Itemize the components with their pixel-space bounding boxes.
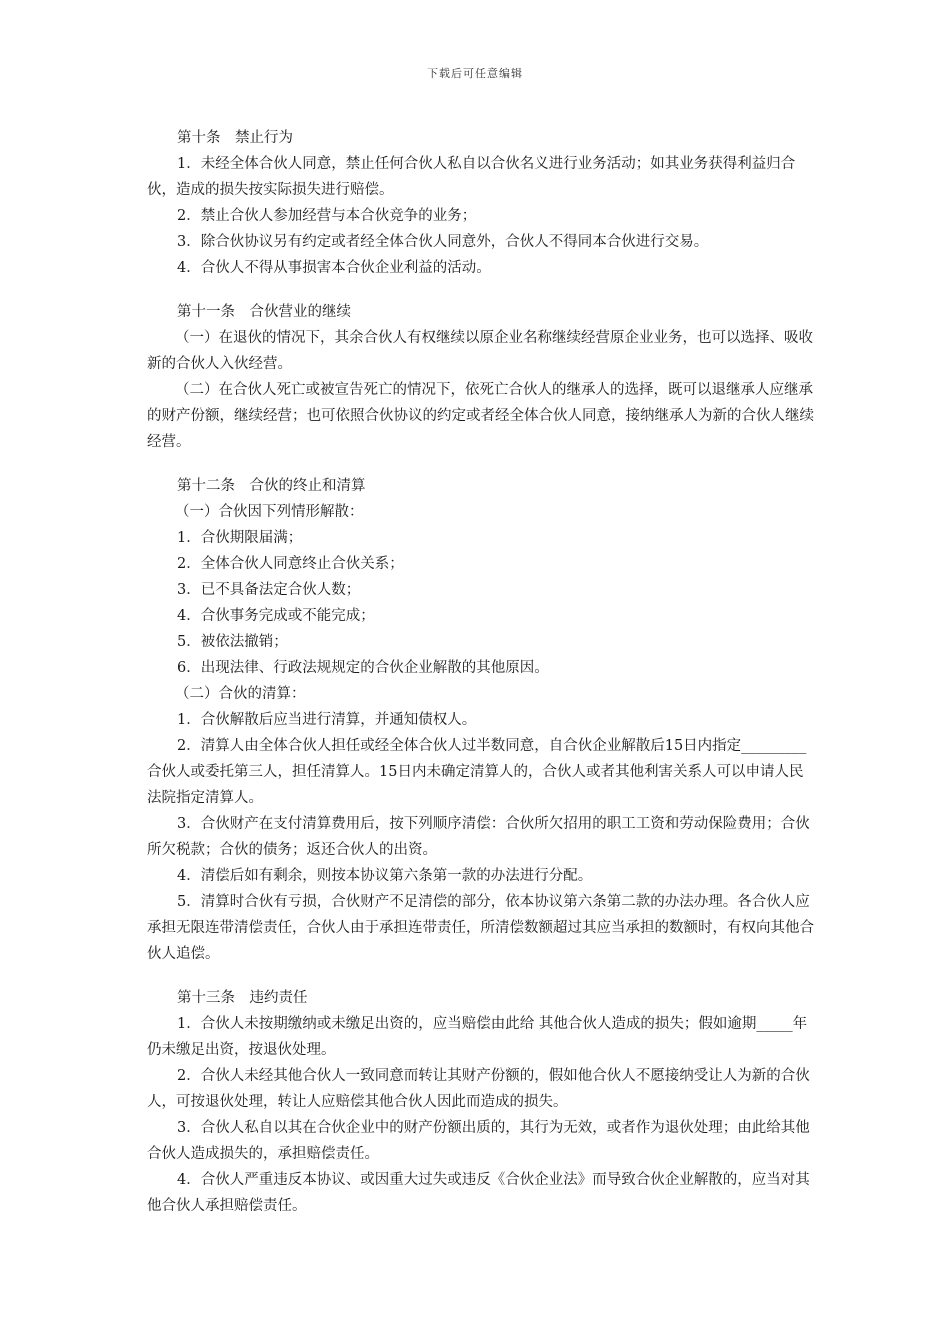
- clause-paragraph: 5．被依法撤销；: [177, 634, 288, 650]
- clause-paragraph: 1．合伙人未按期缴纳或未缴足出资的，应当赔偿由此给 其他合伙人造成的损失；假如逾期_____年仍未缴足出资，按退伙处理。: [147, 1016, 808, 1058]
- document-body: [147, 125, 815, 1219]
- section-spacer: [147, 281, 815, 299]
- clause-paragraph: 2．合伙人未经其他合伙人一致同意而转让其财产份额的，假如他合伙人不愿接纳受让人为新的合伙人，可按退伙处理，转让人应赔偿其他合伙人因此而造成的损失。: [147, 1068, 810, 1110]
- clause-paragraph: 3．合伙财产在支付清算费用后，按下列顺序清偿：合伙所欠招用的职工工资和劳动保险费用；合伙所欠税款；合伙的债务；返还合伙人的出资。: [147, 816, 810, 858]
- clause-paragraph: （一）合伙因下列情形解散：: [175, 504, 364, 520]
- clause-paragraph: 2．清算人由全体合伙人担任或经全体合伙人过半数同意，自合伙企业解散后15日内指定_________合伙人或委托第三人，担任清算人。15日内未确定清算人的，合伙人或者其他利害关系人可以申请人民法院指定清算人。: [147, 738, 807, 806]
- clause-paragraph: 1．合伙期限届满；: [177, 530, 303, 546]
- page-header: 下载后可任意编辑: [427, 67, 523, 80]
- article-title: 第十二条 合伙的终止和清算: [177, 478, 366, 494]
- clause-paragraph: 3．合伙人私自以其在合伙企业中的财产份额出质的，其行为无效，或者作为退伙处理；由此给其他合伙人造成损失的，承担赔偿责任。: [147, 1120, 810, 1162]
- clause-paragraph: 1．合伙解散后应当进行清算，并通知债权人。: [177, 712, 477, 728]
- article-title: 第十三条 违约责任: [177, 990, 308, 1006]
- clause-paragraph: 3．已不具备法定合伙人数；: [177, 582, 361, 598]
- clause-paragraph: 4．清偿后如有剩余，则按本协议第六条第一款的办法进行分配。: [177, 868, 593, 884]
- clause-paragraph: 4．合伙事务完成或不能完成；: [177, 608, 375, 624]
- clause-paragraph: （二）在合伙人死亡或被宣告死亡的情况下，依死亡合伙人的继承人的选择，既可以退继承人应继承的财产份额，继续经营；也可依照合伙协议的约定或者经全体合伙人同意，接纳继承人为新的合伙人继续经营。: [147, 382, 814, 450]
- clause-paragraph: 6．出现法律、行政法规规定的合伙企业解散的其他原因。: [177, 660, 549, 676]
- section-spacer: [147, 455, 815, 473]
- article-title: 第十条 禁止行为: [177, 130, 293, 146]
- clause-paragraph: 5．清算时合伙有亏损，合伙财产不足清偿的部分，依本协议第六条第二款的办法办理。各合伙人应承担无限连带清偿责任，合伙人由于承担连带责任，所清偿数额超过其应当承担的数额时，有权向其他合伙人追偿。: [147, 894, 814, 962]
- clause-paragraph: （一）在退伙的情况下，其余合伙人有权继续以原企业名称继续经营原企业业务，也可以选择、吸收新的合伙人入伙经营。: [147, 330, 813, 372]
- clause-paragraph: 2．全体合伙人同意终止合伙关系；: [177, 556, 404, 572]
- clause-paragraph: 3．除合伙协议另有约定或者经全体合伙人同意外，合伙人不得同本合伙进行交易。: [177, 234, 709, 250]
- clause-paragraph: 4．合伙人严重违反本协议、或因重大过失或违反《合伙企业法》而导致合伙企业解散的，应当对其他合伙人承担赔偿责任。: [147, 1172, 810, 1214]
- clause-paragraph: （二）合伙的清算：: [175, 686, 306, 702]
- section-spacer: [147, 967, 815, 985]
- article-title: 第十一条 合伙营业的继续: [177, 304, 351, 320]
- clause-paragraph: 4．合伙人不得从事损害本合伙企业利益的活动。: [177, 260, 491, 276]
- clause-paragraph: 1．未经全体合伙人同意，禁止任何合伙人私自以合伙名义进行业务活动；如其业务获得利益归合伙，造成的损失按实际损失进行赔偿。: [147, 156, 796, 198]
- clause-paragraph: 2．禁止合伙人参加经营与本合伙竞争的业务；: [177, 208, 477, 224]
